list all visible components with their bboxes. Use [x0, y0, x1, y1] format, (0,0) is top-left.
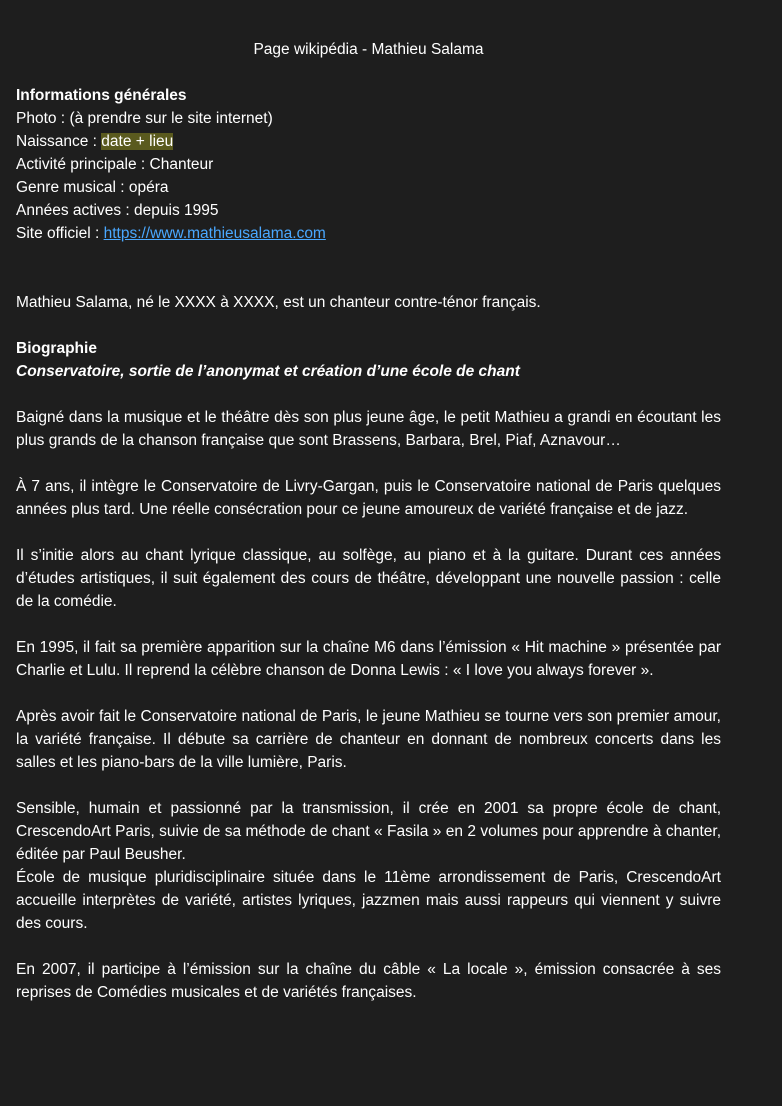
info-site-row: [16, 222, 721, 245]
years-label: Années actives :: [16, 202, 135, 219]
activity-value: Chanteur: [149, 156, 214, 173]
biography-heading: Biographie: [16, 340, 97, 357]
spacer: [16, 314, 721, 337]
info-activity-row: [16, 153, 721, 176]
biography-header: [16, 337, 721, 383]
info-genre-row: [16, 176, 721, 199]
spacer: [16, 613, 721, 636]
intro-paragraph: Mathieu Salama, né le XXXX à XXXX, est un chanteur contre-ténor français.: [16, 294, 541, 311]
spacer: [16, 452, 721, 475]
site-label: Site officiel :: [16, 225, 104, 242]
info-birth-row: [16, 130, 721, 153]
activity-label: Activité principale :: [16, 156, 150, 173]
biography-paragraph-6a: Sensible, humain et passionné par la transmission, il crée en 2001 sa propre école de chant, CrescendoArt Paris, suivie de sa méthode de chant « Fasila » en 2 volumes pour apprendre à chanter, éditée par Paul Beusher.: [16, 800, 721, 863]
biography-paragraph-1: Baigné dans la musique et le théâtre dès son plus jeune âge, le petit Mathieu a grandi en écoutant les plus grands de la chanson française que sont Brassens, Barbara, Brel, Piaf, Aznavour…: [16, 409, 721, 449]
info-years-row: [16, 199, 721, 222]
genre-value: opéra: [128, 179, 169, 196]
photo-value: (à prendre sur le site internet): [69, 110, 273, 127]
years-value: depuis 1995: [134, 202, 219, 219]
document-title: Page wikipédia - Mathieu Salama: [253, 41, 484, 58]
spacer: [16, 935, 721, 958]
official-site-link[interactable]: https://www.mathieusalama.com: [103, 225, 326, 242]
photo-label: Photo :: [16, 110, 70, 127]
spacer: [16, 245, 721, 291]
spacer: [16, 774, 721, 797]
info-photo-row: [16, 107, 721, 130]
biography-paragraph-4: En 1995, il fait sa première apparition sur la chaîne M6 dans l’émission « Hit machine » présentée par Charlie et Lulu. Il reprend la célèbre chanson de Donna Lewis : « I love you always forever ».: [16, 639, 721, 679]
birth-label: Naissance :: [16, 133, 102, 150]
document-page: [16, 38, 721, 1004]
info-section: [16, 84, 721, 245]
spacer: [16, 521, 721, 544]
biography-paragraph-5: Après avoir fait le Conservatoire national de Paris, le jeune Mathieu se tourne vers son premier amour, la variété française. Il débute sa carrière de chanteur en donnant de nombreux concerts dans les salles et les piano-bars de la ville lumière, Paris.: [16, 708, 721, 771]
biography-paragraph-7: En 2007, il participe à l’émission sur la chaîne du câble « La locale », émission consacrée à ses reprises de Comédies musicales et de variétés françaises.: [16, 961, 721, 1001]
birth-value-highlighted: date + lieu: [101, 133, 174, 150]
biography-subheading: Conservatoire, sortie de l’anonymat et création d’une école de chant: [16, 363, 520, 380]
biography-paragraph-2: À 7 ans, il intègre le Conservatoire de Livry-Gargan, puis le Conservatoire national de Paris quelques années plus tard. Une réelle consécration pour ce jeune amoureux de variété française et de jazz.: [16, 478, 721, 518]
spacer: [16, 383, 721, 406]
spacer: [16, 682, 721, 705]
info-heading: Informations générales: [16, 87, 187, 104]
biography-paragraph-3: Il s’initie alors au chant lyrique classique, au solfège, au piano et à la guitare. Durant ces années d’études artistiques, il suit également des cours de théâtre, développant une nouvelle passion : celle de la comédie.: [16, 547, 721, 610]
biography-paragraph-6b: École de musique pluridisciplinaire située dans le 11ème arrondissement de Paris, CrescendoArt accueille interprètes de variété, artistes lyriques, jazzmen mais aussi rappeurs qui viennent y suivre des cours.: [16, 869, 721, 932]
genre-label: Genre musical :: [16, 179, 129, 196]
